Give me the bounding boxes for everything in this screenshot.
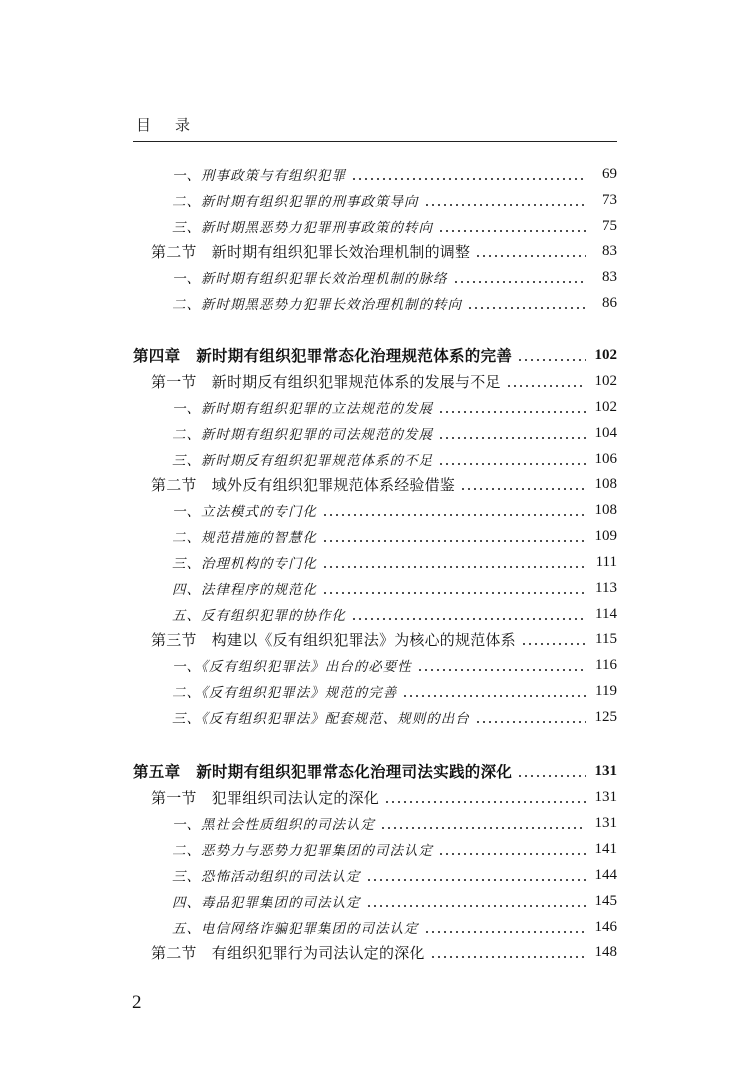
toc-entry[interactable] [0,887,750,915]
toc-entry[interactable] [0,186,750,214]
leader-dots [438,463,586,465]
leader-dots [424,931,587,933]
toc-section-page: 115 [595,630,617,647]
toc-entry[interactable] [0,809,750,837]
toc-entry[interactable] [0,289,750,317]
toc-entry-page: 106 [594,450,617,467]
leader-dots [424,204,587,206]
toc-section-page: 102 [594,372,617,389]
toc-entry-label: 五、电信网络诈骗犯罪集团的司法认定 [172,921,419,937]
toc-entry-page: 113 [595,579,617,596]
toc-chapter[interactable] [0,341,750,369]
leader-dots [438,230,586,232]
toc-entry[interactable] [0,835,750,863]
toc-entry-page: 141 [594,840,617,857]
toc-entry[interactable] [0,445,750,473]
toc-entry-page: 145 [594,892,617,909]
leader-dots [322,514,586,516]
toc-entry-page: 73 [602,191,617,208]
leader-dots [402,695,586,697]
toc-entry-page: 86 [602,294,617,311]
toc-entry-page: 109 [594,527,617,544]
toc-entry[interactable] [0,212,750,240]
leader-dots [322,540,586,542]
toc-entry[interactable] [0,600,750,628]
leader-dots [366,879,587,881]
toc-entry-label: 四、毒品犯罪集团的司法认定 [172,895,361,911]
running-head [133,117,617,142]
page-number: 2 [132,992,142,1013]
leader-dots [351,178,586,180]
toc-chapter-label: 第五章 新时期有组织犯罪常态化治理司法实践的深化 [133,762,513,781]
toc-section[interactable] [0,367,750,395]
toc-entry[interactable] [0,677,750,705]
leader-dots [438,437,586,439]
toc-entry-label: 一、刑事政策与有组织犯罪 [172,168,346,184]
toc-section-label: 第三节 构建以《反有组织犯罪法》为核心的规范体系 [151,630,516,649]
toc-entry[interactable] [0,522,750,550]
toc-entry-label: 二、规范措施的智慧化 [172,530,317,546]
toc-section-page: 83 [602,242,617,259]
toc-section-label: 第一节 新时期反有组织犯罪规范体系的发展与不足 [151,372,501,391]
toc-entry-label: 二、新时期有组织犯罪的司法规范的发展 [172,427,433,443]
toc-section[interactable] [0,783,750,811]
toc-entry-label: 四、法律程序的规范化 [172,582,317,598]
toc-entry[interactable] [0,651,750,679]
toc-entry-page: 83 [602,268,617,285]
toc-section-label: 第二节 域外反有组织犯罪规范体系经验借鉴 [151,475,456,494]
toc-section-page: 108 [594,475,617,492]
leader-dots [384,801,586,803]
toc-entry-page: 114 [595,605,617,622]
toc-section[interactable] [0,237,750,265]
leader-dots [517,359,586,361]
toc-entry[interactable] [0,913,750,941]
toc-entry-page: 69 [602,165,617,182]
toc-entry-label: 五、反有组织犯罪的协作化 [172,608,346,624]
toc-entry[interactable] [0,548,750,576]
toc-section-label: 第二节 有组织犯罪行为司法认定的深化 [151,943,425,962]
toc-entry[interactable] [0,263,750,291]
toc-section-label: 第二节 新时期有组织犯罪长效治理机制的调整 [151,242,471,261]
toc-entry-page: 108 [594,501,617,518]
leader-dots [430,956,586,958]
toc-section-label: 第一节 犯罪组织司法认定的深化 [151,788,380,807]
toc-entry-page: 104 [594,424,617,441]
running-head-title: 目录 [136,116,215,134]
leader-dots [521,643,586,645]
toc-entry-label: 一、黑社会性质组织的司法认定 [172,817,375,833]
toc-chapter-page: 131 [594,762,617,779]
toc-section[interactable] [0,938,750,966]
toc-entry-label: 一、新时期有组织犯罪长效治理机制的脉络 [172,271,448,287]
leader-dots [366,905,587,907]
toc-entry[interactable] [0,160,750,188]
toc-entry-label: 三、治理机构的专门化 [172,556,317,572]
toc-entry[interactable] [0,496,750,524]
toc-section[interactable] [0,625,750,653]
toc-chapter-label: 第四章 新时期有组织犯罪常态化治理规范体系的完善 [133,346,513,365]
leader-dots [475,255,586,257]
leader-dots [322,566,586,568]
toc-entry-label: 一、《反有组织犯罪法》出台的必要性 [172,659,412,675]
toc-entry-page: 146 [594,918,617,935]
toc-entry-label: 三、《反有组织犯罪法》配套规范、规则的出台 [172,711,470,727]
toc-entry-page: 102 [594,398,617,415]
leader-dots [438,853,586,855]
toc-entry-label: 二、新时期有组织犯罪的刑事政策导向 [172,194,419,210]
leader-dots [322,592,586,594]
toc-section-page: 148 [594,943,617,960]
leader-dots [467,307,586,309]
leader-dots [453,281,587,283]
toc-entry-label: 二、恶势力与恶势力犯罪集团的司法认定 [172,843,433,859]
leader-dots [460,488,586,490]
toc-entry[interactable] [0,861,750,889]
toc-entry-label: 三、新时期黑恶势力犯罪刑事政策的转向 [172,220,433,236]
leader-dots [351,618,586,620]
toc-entry[interactable] [0,419,750,447]
toc-chapter[interactable] [0,757,750,785]
toc-entry-page: 119 [595,682,617,699]
toc-chapter-page: 102 [594,346,617,363]
toc-section[interactable] [0,470,750,498]
toc-entry[interactable] [0,703,750,731]
toc-section-page: 131 [594,788,617,805]
toc-entry-page: 125 [594,708,617,725]
leader-dots [506,385,586,387]
toc-entry-label: 一、立法模式的专门化 [172,504,317,520]
toc-entry-label: 三、恐怖活动组织的司法认定 [172,869,361,885]
toc-entry-label: 三、新时期反有组织犯罪规范体系的不足 [172,453,433,469]
toc-entry-page: 144 [594,866,617,883]
leader-dots [475,721,586,723]
toc-entry[interactable] [0,574,750,602]
leader-dots [438,411,586,413]
toc-entry-page: 111 [595,553,617,570]
leader-dots [380,827,586,829]
toc-entry-page: 116 [595,656,617,673]
toc-entry-label: 二、《反有组织犯罪法》规范的完善 [172,685,398,701]
toc-entry-page: 131 [594,814,617,831]
toc-entry-label: 一、新时期有组织犯罪的立法规范的发展 [172,401,433,417]
leader-dots [417,669,586,671]
leader-dots [517,775,586,777]
toc-entry[interactable] [0,393,750,421]
toc-entry-page: 75 [602,217,617,234]
toc-entry-label: 二、新时期黑恶势力犯罪长效治理机制的转向 [172,297,462,313]
